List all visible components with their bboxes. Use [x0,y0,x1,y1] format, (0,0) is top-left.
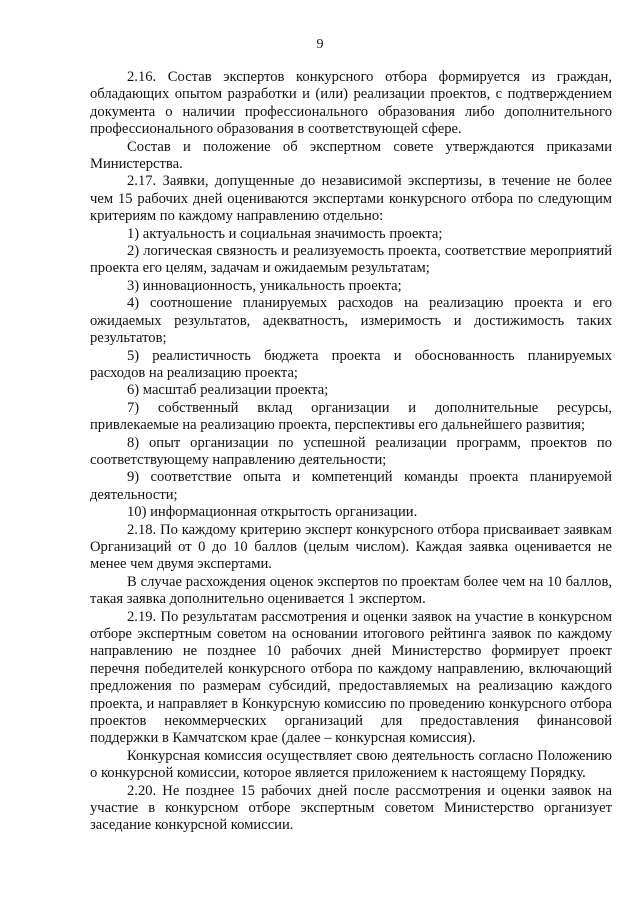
paragraph-2-17: 2.17. Заявки, допущенные до независимой экспертизы, в течение не более чем 15 рабочих дней оцениваются экспертами конкурсного отбора по следующим критериям по каждому направлению отдельно: [90,173,612,225]
criterion-1: 1) актуальность и социальная значимость проекта; [127,225,443,242]
criterion-8: 8) опыт организации по успешной реализации программ, проектов по соответствующему направлению деятельности; [90,434,612,468]
paragraph-2-19: 2.19. По результатам рассмотрения и оценки заявок на участие в конкурсном отборе экспертным советом на основании итогового рейтинга заявок по каждому направлению не позднее 10 рабочих дней Министерство формирует проект перечня победителей конкурсного отбора по каждому направлению, включающий предложения по размерам субсидий, предоставляемых на реализацию каждого проекта, и направляет в Конкурсную комиссию по проведению конкурсного отбора проектов некоммерческих организаций для предоставления финансовой поддержки в Камчатском крае (далее – конкурсная комиссия). [90,608,612,747]
criterion-5: 5) реалистичность бюджета проекта и обоснованность планируемых расходов на реализацию проекта; [90,347,612,381]
paragraph-2-16: 2.16. Состав экспертов конкурсного отбора формируется из граждан, обладающих опытом разработки и (или) реализации проектов, с подтверждением документа о наличии профессионального образования либо дополнительного профессионального образования в соответствующей сфере. [90,69,612,138]
criterion-4: 4) соотношение планируемых расходов на реализацию проекта и его ожидаемых результатов, адекватность, измеримость и достижимость таких результатов; [90,295,612,347]
criterion-2: 2) логическая связность и реализуемость проекта, соответствие мероприятий проекта его целям, задачам и ожидаемым результатам; [90,243,612,277]
page-number: 9 [316,37,324,52]
paragraph-commission: Конкурсная комиссия осуществляет свою деятельность согласно Положению о конкурсной комиссии, которое является приложением к настоящему Порядку. [90,747,612,782]
criterion-3: 3) инновационность, уникальность проекта; [127,277,402,294]
paragraph-2-18: 2.18. По каждому критерию эксперт конкурсного отбора присваивает заявкам Организаций от 0 до 10 баллов (целым числом). Каждая заявка оценивается не менее чем двумя экспертами. [90,521,612,573]
criterion-9: 9) соответствие опыта и компетенций команды проекта планируемой деятельности; [90,469,612,503]
paragraph-score-discrepancy: В случае расхождения оценок экспертов по проектам более чем на 10 баллов, такая заявка дополнительно оценивается 1 экспертом. [90,573,612,608]
criterion-10: 10) информационная открытость организации. [127,504,418,521]
paragraph-2-20: 2.20. Не позднее 15 рабочих дней после рассмотрения и оценки заявок на участие в конкурсном отборе экспертным советом Министерство организует заседание конкурсной комиссии. [90,782,612,834]
criterion-6: 6) масштаб реализации проекта; [127,382,329,399]
paragraph-expert-council: Состав и положение об экспертном совете утверждаются приказами Министерства. [90,138,612,173]
criterion-7: 7) собственный вклад организации и дополнительные ресурсы, привлекаемые на реализацию проекта, перспективы его дальнейшего развития; [90,399,612,434]
document-body [90,69,612,835]
